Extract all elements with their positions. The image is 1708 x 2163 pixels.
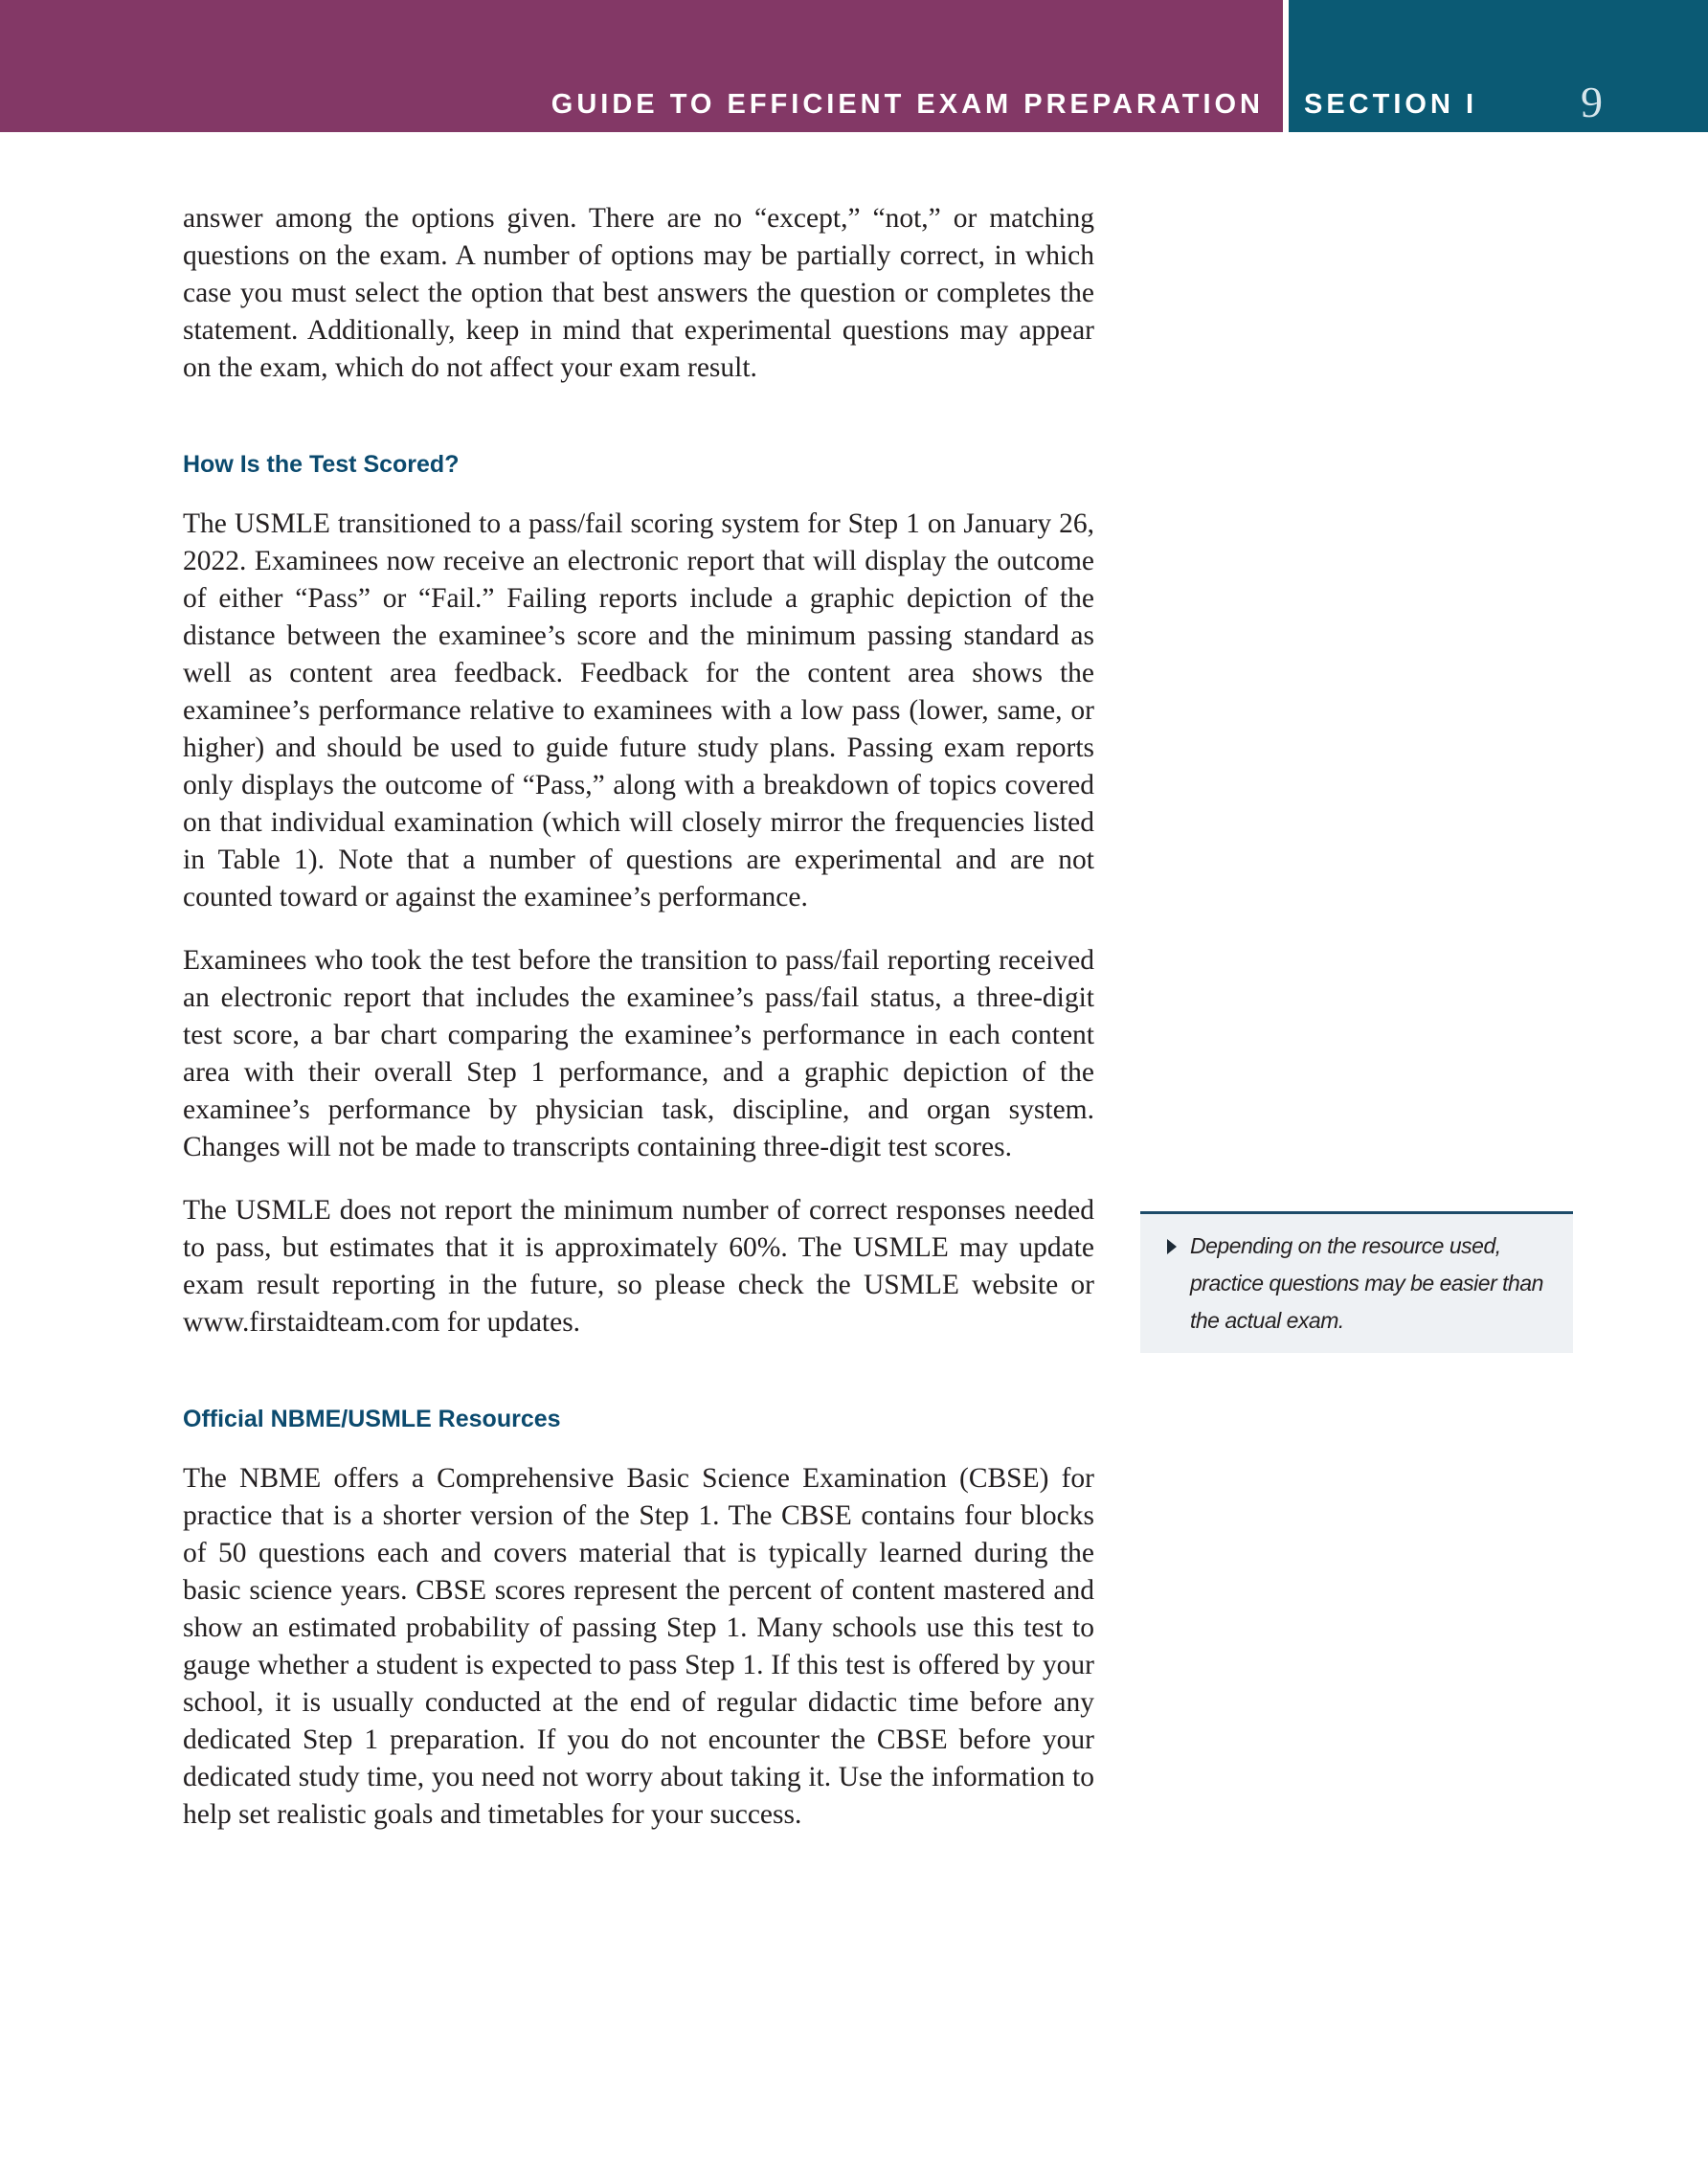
- sidebar-note: [1140, 1211, 1573, 1353]
- section-heading-resources: Official NBME/USMLE Resources: [183, 1406, 561, 1432]
- triangle-bullet-icon: [1167, 1239, 1177, 1254]
- section-header-bar: [1289, 0, 1708, 132]
- sidebar-note-text: Depending on the resource used, practice questions may be easier than the actual exam.: [1190, 1233, 1543, 1333]
- section-heading-scoring: How Is the Test Scored?: [183, 451, 460, 478]
- running-header-bar: [0, 0, 1283, 132]
- section-label: SECTION I: [1304, 89, 1478, 120]
- intro-paragraph: answer among the options given. There are no “except,” “not,” or matching questions on the exam. A number of options may be partially correct, in which case you must select the option that best answers the question or completes the statement. Additionally, keep in mind that experimental questions may appear on the exam, which do not affect your exam result.: [183, 203, 1094, 383]
- paragraph: The NBME offers a Comprehensive Basic Science Examination (CBSE) for practice that is a shorter version of the Step 1. The CBSE contains four blocks of 50 questions each and covers material that is typically learned during the basic science years. CBSE scores represent the percent of content mastered and show an estimated probability of passing Step 1. Many schools use this test to gauge whether a student is expected to pass Step 1. If this test is offered by your school, it is usually conducted at the end of regular didactic time before any dedicated Step 1 preparation. If you do not encounter the CBSE before your dedicated study time, you need not worry about taking it. Use the information to help set realistic goals and timetables for your success.: [183, 1463, 1094, 1830]
- main-text-column: [183, 200, 1094, 1859]
- page-number: 9: [1581, 78, 1603, 126]
- paragraph: The USMLE does not report the minimum number of correct responses needed to pass, but estimates that it is approximately 60%. The USMLE may update exam result reporting in the future, so please check the USMLE website or www.firstaidteam.com for updates.: [183, 1195, 1094, 1338]
- paragraph: The USMLE transitioned to a pass/fail scoring system for Step 1 on January 26, 2022. Examinees now receive an electronic report that will display the outcome of either “Pass” or “Fail.” Failing reports include a graphic depiction of the distance between the examinee’s score and the minimum passing standard as well as content area feedback. Feedback for the content area shows the examinee’s performance relative to examinees with a low pass (lower, same, or higher) and should be used to guide future study plans. Passing exam reports only displays the outcome of “Pass,” along with a breakdown of topics covered on that individual examination (which will closely mirror the frequencies listed in Table 1). Note that a number of questions are experimental and are not counted toward or against the examinee’s performance.: [183, 508, 1094, 913]
- paragraph: Examinees who took the test before the transition to pass/fail reporting received an electronic report that includes the examinee’s pass/fail status, a three-digit test score, a bar chart comparing the examinee’s performance in each content area with their overall Step 1 performance, and a graphic depiction of the examinee’s performance by physician task, discipline, and organ system. Changes will not be made to transcripts containing three-digit test scores.: [183, 945, 1094, 1162]
- running-title: GUIDE TO EFFICIENT EXAM PREPARATION: [551, 89, 1264, 120]
